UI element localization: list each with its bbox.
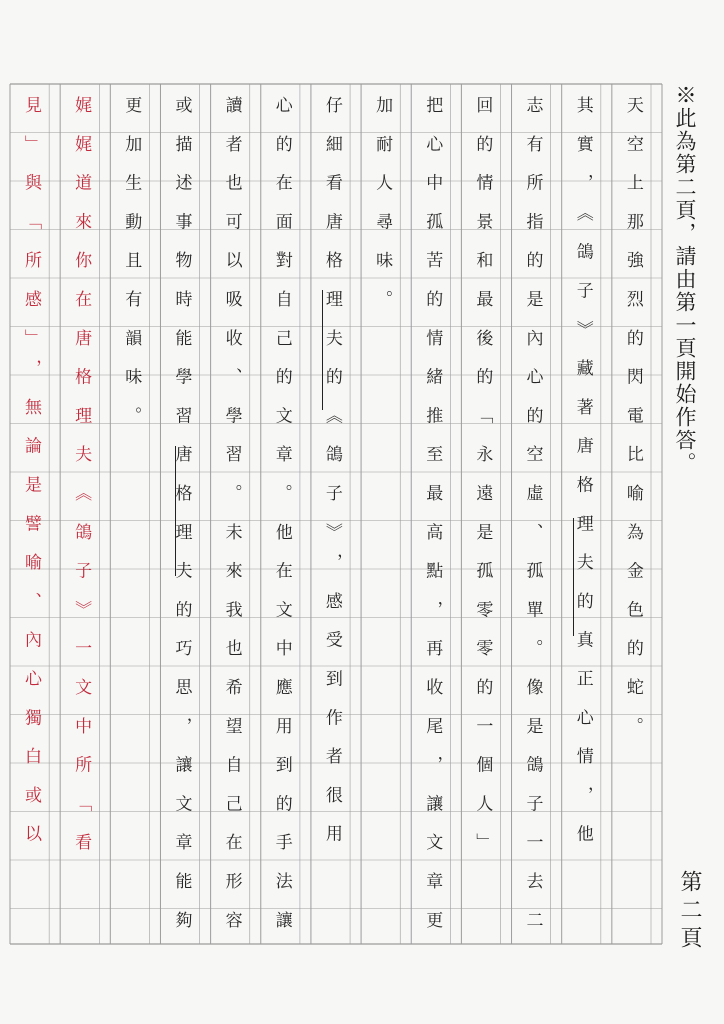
- essay-column-6: 加耐人尋味。: [372, 96, 393, 329]
- essay-column-8: 心的在面對自己的文章。他在文中應用到的手法讓: [271, 96, 292, 950]
- essay-column-1: 天空上那強烈的閃電比喻為金色的蛇。: [622, 96, 643, 756]
- quote-bracket-mark: [573, 518, 574, 636]
- essay-column-2: 其實，《鴿子》藏著唐格理夫的真正心情，他: [572, 96, 593, 864]
- quote-bracket-mark: [175, 446, 176, 576]
- essay-column-3: 志有所指的是內心的空虛、孤單。像是鴿子一去二: [522, 96, 543, 950]
- essay-column-5: 把心中孤苦的情緒推至最高點，再收尾，讓文章更: [422, 96, 443, 950]
- essay-column-4: 回的情景和最後的「永遠是孤零零的一個人」: [472, 96, 493, 872]
- essay-column-13: 見」與「所感」，無論是譬喻、內心獨白或以: [21, 96, 41, 864]
- essay-column-11: 更加生動且有韻味。: [121, 96, 142, 446]
- instruction-note: ※此為第二頁，請由第一頁開始作答。: [673, 84, 697, 475]
- essay-column-12: 娓娓道來你在唐格理夫《鴿子》一文中所「看: [71, 96, 92, 872]
- essay-column-10: 或描述事物時能學習唐格理夫的巧思，讓文章能夠: [171, 96, 192, 950]
- essay-column-7: 仔細看唐格理夫的《鴿子》，感受到作者很用: [321, 96, 342, 864]
- quote-bracket-mark: [322, 290, 323, 410]
- essay-column-9: 讀者也可以吸收、學習。未來我也希望自己在形容: [221, 96, 242, 950]
- page-label: 第二頁: [677, 870, 702, 954]
